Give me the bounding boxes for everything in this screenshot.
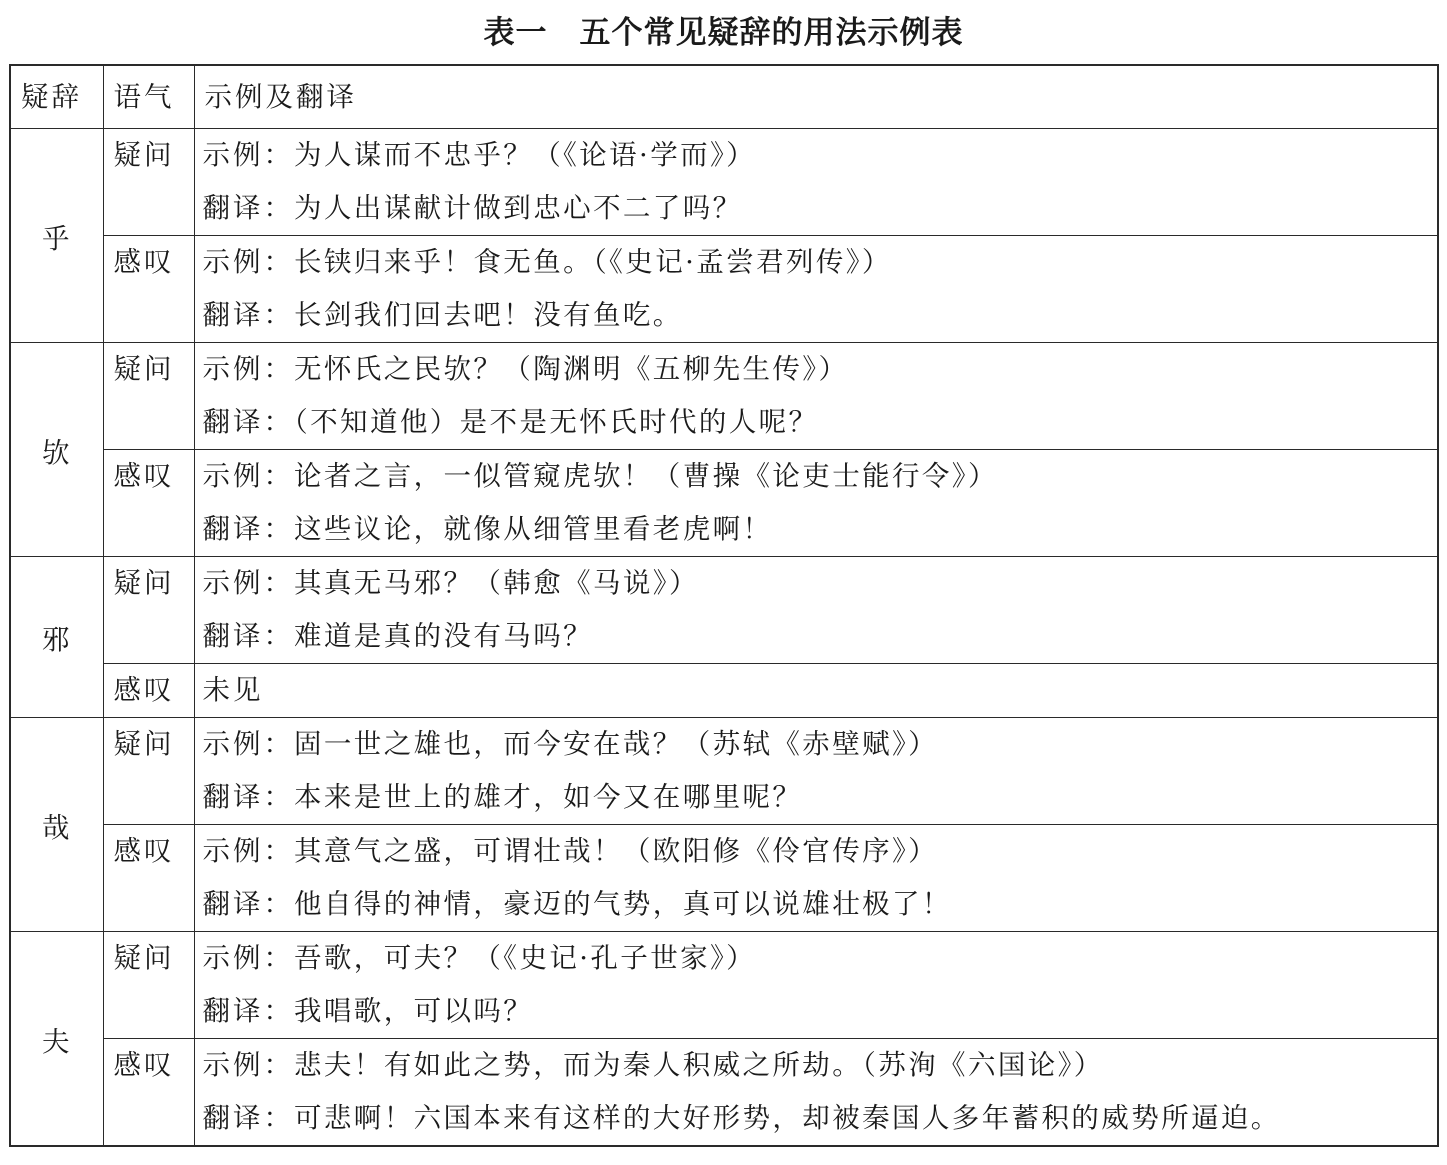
example-cell (194, 718, 1438, 825)
translation-text: 本来是世上的雄才，如今又在哪里呢？ (294, 781, 803, 813)
mood-cell: 疑问 (103, 932, 194, 1039)
table-row (10, 343, 1438, 450)
example-text: 吾歌，可夫？（《史记·孔子世家》） (294, 942, 757, 974)
example-label: 示例： (202, 1049, 294, 1081)
table-row (10, 236, 1438, 343)
example-text: 其意气之盛，可谓壮哉！（欧阳修《伶官传序》） (294, 835, 939, 867)
mood-cell: 疑问 (103, 129, 194, 236)
translation-text: 长剑我们回去吧！没有鱼吃。 (294, 299, 683, 331)
example-label: 示例： (202, 567, 294, 599)
table-row (10, 718, 1438, 825)
translation-label: 翻译： (202, 406, 294, 438)
example-cell (194, 932, 1438, 1039)
translation-line (203, 182, 1434, 235)
table-row (10, 932, 1438, 1039)
example-text: 固一世之雄也，而今安在哉？（苏轼《赤壁赋》） (294, 728, 939, 760)
example-cell (194, 1039, 1438, 1147)
translation-label: 翻译： (202, 781, 294, 813)
example-line (203, 343, 1434, 396)
table-row (10, 129, 1438, 236)
example-line (203, 1039, 1434, 1092)
translation-text: 这些议论，就像从细管里看老虎啊！ (294, 513, 773, 545)
translation-label: 翻译： (202, 995, 294, 1027)
translation-line (203, 985, 1434, 1038)
translation-label: 翻译： (202, 620, 294, 652)
translation-line (203, 771, 1434, 824)
example-label: 示例： (202, 942, 294, 974)
translation-line (203, 289, 1434, 342)
example-label: 示例： (202, 460, 294, 492)
header-word: 疑辞 (10, 65, 103, 129)
translation-text: 可悲啊！六国本来有这样的大好形势，却被秦国人多年蓄积的威势所逼迫。 (294, 1102, 1281, 1134)
particle-cell: 夫 (10, 932, 103, 1147)
table-title: 表一 五个常见疑辞的用法示例表 (483, 15, 964, 51)
usage-table (9, 64, 1439, 1147)
mood-cell: 疑问 (103, 718, 194, 825)
example-label: 示例： (202, 835, 294, 867)
example-text: 为人谋而不忠乎？（《论语·学而》） (294, 139, 757, 171)
mood-cell: 感叹 (103, 236, 194, 343)
example-text: 其真无马邪？（韩愈《马说》） (294, 567, 699, 599)
example-text: 悲夫！有如此之势，而为秦人积威之所劫。（苏洵《六国论》） (294, 1049, 1104, 1081)
example-label: 示例： (202, 139, 294, 171)
table-row (10, 1039, 1438, 1147)
translation-text: 他自得的神情，豪迈的气势，真可以说雄壮极了！ (294, 888, 952, 920)
example-cell (194, 664, 1438, 718)
mood-cell: 感叹 (103, 1039, 194, 1147)
translation-line (203, 1092, 1434, 1145)
mood-cell: 感叹 (103, 825, 194, 932)
example-text: 长铗归来乎！食无鱼。（《史记·孟尝君列传》） (294, 246, 892, 278)
mood-cell: 感叹 (103, 450, 194, 557)
translation-line (203, 396, 1434, 449)
translation-line (203, 878, 1434, 931)
header-row (10, 65, 1438, 129)
example-cell (194, 450, 1438, 557)
header-example: 示例及翻译 (194, 65, 1438, 129)
example-cell (194, 236, 1438, 343)
mood-cell: 感叹 (103, 664, 194, 718)
particle-cell: 邪 (10, 557, 103, 718)
example-cell (194, 129, 1438, 236)
translation-line (203, 503, 1434, 556)
example-line (203, 129, 1434, 182)
translation-text: 难道是真的没有马吗？ (294, 620, 593, 652)
table-row (10, 557, 1438, 664)
mood-cell: 疑问 (103, 343, 194, 450)
translation-label: 翻译： (202, 888, 294, 920)
mood-cell: 疑问 (103, 557, 194, 664)
example-line (203, 236, 1434, 289)
translation-text: 为人出谋献计做到忠心不二了吗？ (294, 192, 743, 224)
particle-cell: 哉 (10, 718, 103, 932)
example-cell (194, 557, 1438, 664)
translation-text: （不知道他）是不是无怀氏时代的人呢？ (294, 406, 819, 438)
none-text: 未见 (202, 674, 264, 706)
table-row (10, 825, 1438, 932)
example-line (203, 932, 1434, 985)
example-label: 示例： (202, 353, 294, 385)
example-text: 无怀氏之民欤？（陶渊明《五柳先生传》） (294, 353, 849, 385)
translation-label: 翻译： (202, 299, 294, 331)
example-line (203, 557, 1434, 610)
table-row (10, 664, 1438, 718)
example-label: 示例： (202, 246, 294, 278)
example-text: 论者之言，一似管窥虎欤！（曹操《论吏士能行令》） (294, 460, 998, 492)
table-row (10, 450, 1438, 557)
translation-line (203, 610, 1434, 663)
header-mood: 语气 (103, 65, 194, 129)
translation-label: 翻译： (202, 1102, 294, 1134)
particle-cell: 欤 (10, 343, 103, 557)
translation-text: 我唱歌，可以吗？ (294, 995, 534, 1027)
particle-cell: 乎 (10, 129, 103, 343)
example-label: 示例： (202, 728, 294, 760)
translation-label: 翻译： (202, 192, 294, 224)
example-cell (194, 343, 1438, 450)
example-cell (194, 825, 1438, 932)
translation-label: 翻译： (202, 513, 294, 545)
example-line (203, 825, 1434, 878)
example-line (203, 718, 1434, 771)
example-line (203, 450, 1434, 503)
